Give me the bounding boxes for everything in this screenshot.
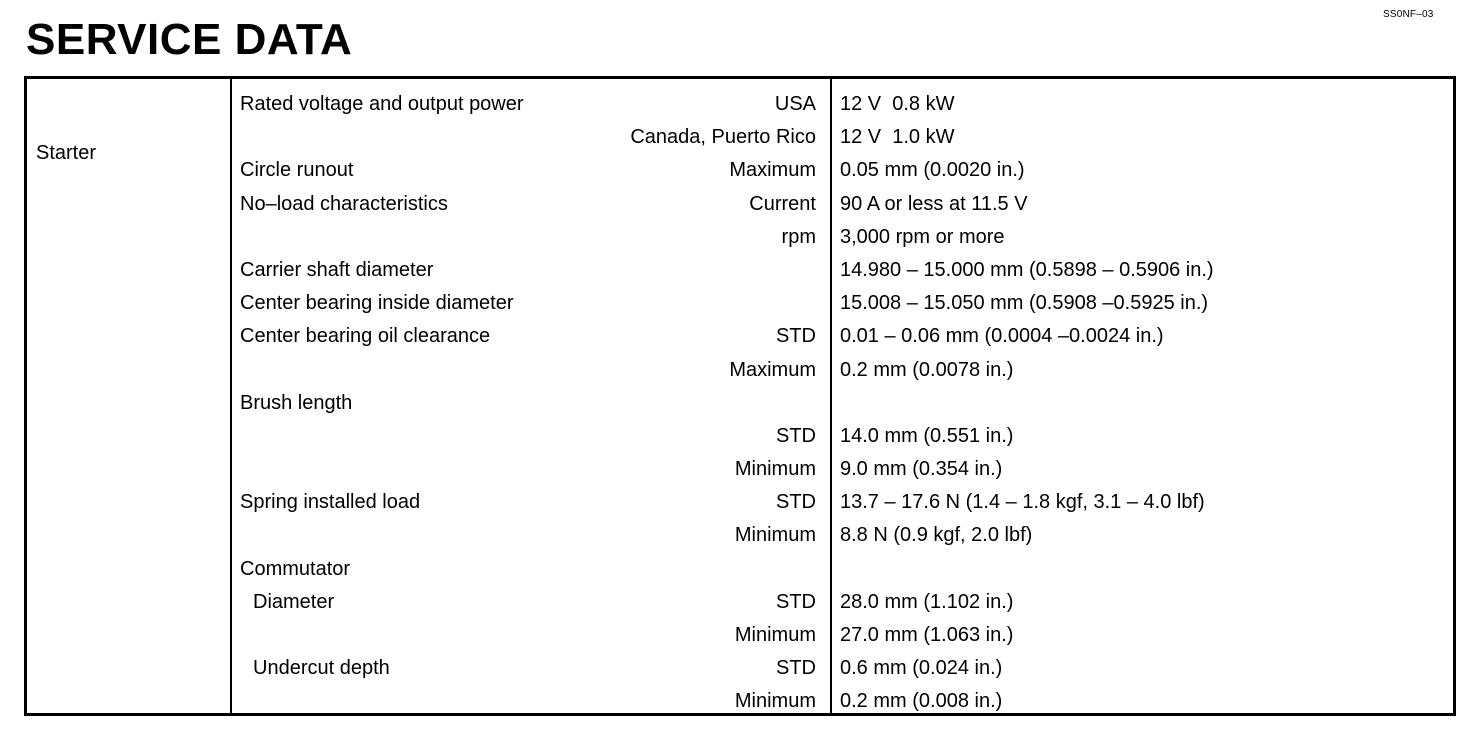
spec-condition: STD: [776, 424, 816, 447]
spec-value: 12 V 0.8 kW: [840, 93, 955, 115]
spec-condition: Maximum: [729, 358, 816, 381]
spec-item: Center bearing oil clearance: [240, 325, 491, 348]
table-row: [27, 554, 1453, 587]
spec-condition: Current: [749, 192, 816, 215]
spec-item: Carrier shaft diameter: [240, 258, 434, 281]
spec-condition: STD: [776, 590, 816, 613]
table-row: [27, 255, 1453, 288]
spec-condition: USA: [774, 93, 816, 115]
table-row: [27, 321, 1453, 354]
spec-value: 12 V 1.0 kW: [840, 126, 955, 149]
spec-condition: Canada, Puerto Rico: [630, 126, 816, 149]
page-title: SERVICE DATA: [26, 15, 353, 64]
table-row: [27, 520, 1453, 553]
table-row: [27, 421, 1453, 454]
spec-value: 0.6 mm (0.024 in.): [840, 657, 1003, 680]
table-row: [27, 155, 1453, 188]
spec-item: Spring installed load: [240, 491, 421, 514]
spec-condition: Minimum: [734, 690, 816, 713]
spec-item: Center bearing inside diameter: [240, 292, 514, 315]
spec-condition: Minimum: [734, 458, 816, 481]
table-row: [27, 620, 1453, 653]
table-row: [27, 487, 1453, 520]
spec-item: Undercut depth: [253, 657, 390, 680]
spec-value: 90 A or less at 11.5 V: [840, 192, 1028, 215]
spec-item: Brush length: [240, 391, 353, 414]
table-row: [27, 89, 1453, 122]
spec-value: 14.980 – 15.000 mm (0.5898 – 0.5906 in.): [840, 258, 1214, 281]
spec-value: 0.2 mm (0.008 in.): [840, 690, 1003, 713]
service-data-table: [24, 76, 1456, 716]
spec-item: Circle runout: [240, 159, 354, 182]
table-row: [27, 653, 1453, 686]
table-row: [27, 355, 1453, 388]
table-row: [27, 122, 1453, 155]
spec-value: 15.008 – 15.050 mm (0.5908 –0.5925 in.): [840, 292, 1209, 315]
spec-value: 28.0 mm (1.102 in.): [840, 590, 1014, 613]
table-row: [27, 587, 1453, 620]
spec-condition: Minimum: [734, 524, 816, 547]
spec-condition: STD: [776, 657, 816, 680]
document-code: SS0NF–03: [1383, 9, 1434, 20]
table-row: [27, 454, 1453, 487]
table-row: [27, 222, 1453, 255]
spec-item: Rated voltage and output power: [240, 93, 524, 115]
spec-value: 8.8 N (0.9 kgf, 2.0 lbf): [840, 524, 1033, 547]
spec-value: 0.05 mm (0.0020 in.): [840, 159, 1025, 182]
spec-item: No–load characteristics: [240, 192, 448, 215]
spec-condition: STD: [776, 325, 816, 348]
table-row: [27, 388, 1453, 421]
spec-condition: STD: [776, 491, 816, 514]
spec-value: 13.7 – 17.6 N (1.4 – 1.8 kgf, 3.1 – 4.0 lbf): [840, 491, 1205, 514]
spec-value: 14.0 mm (0.551 in.): [840, 424, 1014, 447]
table-row: [27, 686, 1453, 719]
spec-item: Commutator: [240, 557, 351, 580]
table-row: [27, 288, 1453, 321]
spec-rows: [27, 89, 1453, 720]
spec-value: 0.2 mm (0.0078 in.): [840, 358, 1014, 381]
spec-value: 9.0 mm (0.354 in.): [840, 458, 1003, 481]
category-label: Starter: [36, 142, 97, 164]
spec-value: 3,000 rpm or more: [840, 225, 1005, 248]
spec-condition: Maximum: [729, 159, 816, 182]
spec-condition: Minimum: [734, 624, 816, 646]
spec-value: 27.0 mm (1.063 in.): [840, 624, 1014, 646]
spec-value: 0.01 – 0.06 mm (0.0004 –0.0024 in.): [840, 325, 1164, 348]
spec-item: Diameter: [253, 590, 335, 613]
spec-condition: rpm: [781, 225, 816, 248]
table-row: [27, 189, 1453, 222]
